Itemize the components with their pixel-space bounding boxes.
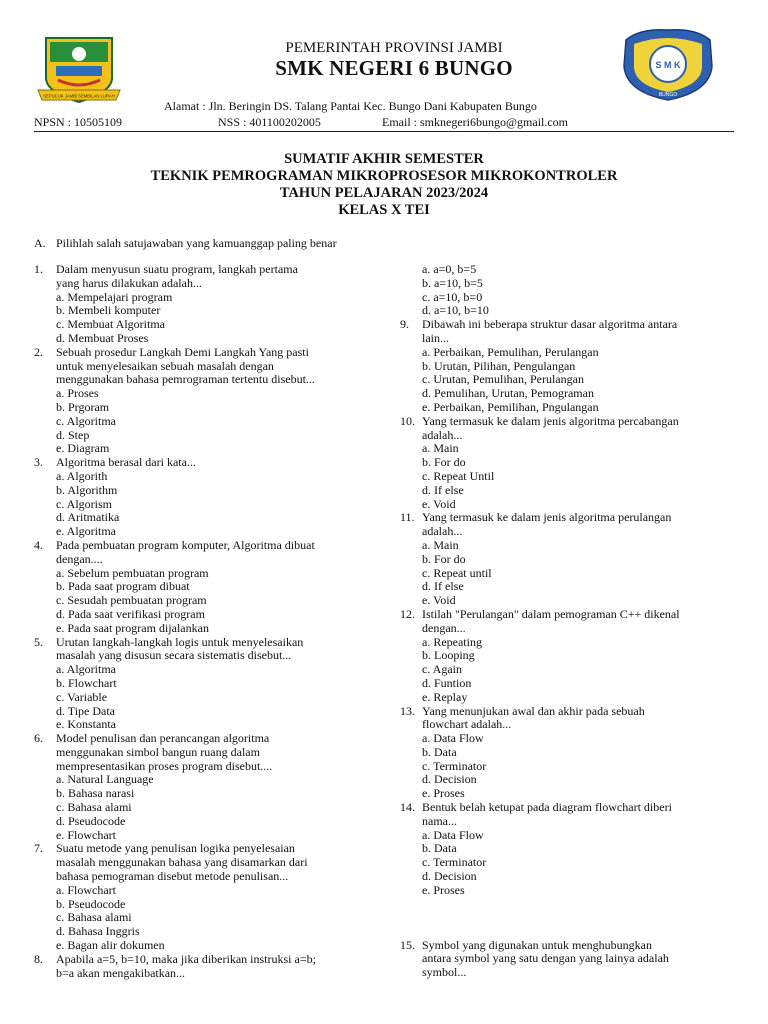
question-text-line [34, 967, 384, 981]
question-item [400, 939, 740, 980]
question-number: 14. [400, 800, 415, 815]
question-text: flowchart adalah... [422, 717, 512, 732]
answer-option: c. Repeat until [422, 565, 492, 580]
answer-option: e. Algoritma [56, 524, 116, 539]
class-label: KELAS X TEI [338, 202, 430, 218]
question-text: masalah menggunakan bahasa yang disamarkan dari [56, 855, 308, 870]
answer-option: d. a=10, b=10 [422, 303, 489, 318]
question-text-line [400, 511, 740, 525]
question-item [34, 539, 384, 636]
answer-option: a. Proses [56, 386, 99, 401]
question-text-line [400, 429, 740, 443]
instruction-text: Pilihlah salah satujawaban yang kamuanggap paling benar [56, 236, 337, 250]
answer-option: a. Natural Language [56, 772, 154, 787]
question-item [400, 511, 740, 608]
answer-option: b. a=10, b=5 [422, 275, 483, 290]
answer-option: c. Sesudah pembuatan program [56, 593, 207, 608]
blank-space [400, 898, 740, 939]
right-question-column [400, 263, 740, 980]
question-text: Yang menunjukan awal dan akhir pada sebuah [422, 703, 645, 718]
question-number: 5. [34, 634, 43, 649]
question-text: menggunakan bahasa pemrograman tertentu disebut... [56, 372, 315, 387]
subject-title: TEKNIK PEMROGRAMAN MIKROPROSESOR MIKROKONTROLER [150, 168, 618, 184]
answer-option: e. Replay [422, 689, 468, 704]
emblem-motto: SEPUCUK JAMBI SEMBILAN LURAH [43, 93, 115, 99]
question-number: 10. [400, 413, 415, 428]
answer-option: c. Algoritma [56, 413, 116, 428]
question-text-line [34, 746, 384, 760]
answer-option: c. Terminator [422, 855, 487, 870]
question-text-line [34, 360, 384, 374]
question-text-line [400, 415, 740, 429]
question-text: dengan... [422, 620, 466, 635]
answer-option: b. Looping [422, 648, 475, 663]
question-text: Yang termasuk ke dalam jenis algoritma perulangan [422, 510, 672, 525]
question-text-line [400, 705, 740, 719]
answer-option: b. Data [422, 841, 457, 856]
answer-option: b. Data [422, 744, 457, 759]
answer-option: d. Funtion [422, 675, 472, 690]
question-text-line [34, 953, 384, 967]
question-item [400, 263, 740, 318]
answer-option: b. Bahasa narasi [56, 786, 135, 801]
question-number: 13. [400, 703, 415, 718]
answer-option: d. If else [422, 579, 464, 594]
answer-option: a. Algorith [56, 468, 108, 483]
answer-option: c. Again [422, 662, 462, 677]
answer-option: c. Bahasa alami [56, 910, 132, 925]
question-text-line [34, 373, 384, 387]
answer-option: d. Decision [422, 869, 477, 884]
question-text: Yang termasuk ke dalam jenis algoritma percabangan [422, 413, 679, 428]
answer-option: b. For do [422, 551, 466, 566]
answer-option: e. Flowchart [56, 827, 116, 842]
answer-option: d. Pseudocode [56, 813, 126, 828]
answer-option: d. Step [56, 427, 90, 442]
answer-option: e. Void [422, 496, 456, 511]
question-number: 4. [34, 537, 43, 552]
answer-option: e. Proses [422, 882, 465, 897]
question-text: Urutan langkah-langkah logis untuk menyelesaikan [56, 634, 304, 649]
question-text: untuk menyelesaikan sebuah masalah dengan [56, 358, 274, 373]
question-text: Algoritma berasal dari kata... [56, 455, 196, 470]
answer-option: d. Tipe Data [56, 703, 116, 718]
answer-option: a. a=0, b=5 [422, 262, 477, 276]
question-text-line [34, 649, 384, 663]
question-text-line [34, 263, 384, 277]
question-item [400, 608, 740, 705]
question-text-line [34, 732, 384, 746]
question-text-line [400, 718, 740, 732]
question-text: Sebuah prosedur Langkah Demi Langkah Yang pasti [56, 344, 309, 359]
question-text-line [34, 636, 384, 650]
question-text: Suatu metode yang penulisan logika penyelesaian [56, 841, 295, 856]
question-text-line [400, 525, 740, 539]
instruction [34, 236, 337, 251]
answer-option: d. Membuat Proses [56, 330, 149, 345]
answer-option: c. a=10, b=0 [422, 289, 483, 304]
question-text: mempresentasikan proses program disebut.... [56, 758, 273, 773]
question-number: 3. [34, 455, 43, 470]
left-question-column [34, 263, 384, 980]
question-text: symbol... [422, 965, 467, 980]
answer-option: e. Bagan alir dokumen [56, 938, 165, 953]
answer-option: e. Diagram [56, 441, 110, 456]
question-text: adalah... [422, 427, 463, 442]
answer-option: c. Algorism [56, 496, 112, 511]
question-item [400, 318, 740, 415]
question-text-line [400, 608, 740, 622]
question-text-line [34, 842, 384, 856]
answer-option: a. Algoritma [56, 662, 116, 677]
question-text-line [400, 332, 740, 346]
answer-option: c. Membuat Algoritma [56, 317, 165, 332]
answer-option: a. Main [422, 441, 459, 456]
answer-option: a. Data Flow [422, 827, 484, 842]
question-text-line [34, 346, 384, 360]
answer-option: e. Proses [422, 786, 465, 801]
question-text-line [400, 966, 740, 980]
header-divider [34, 131, 734, 132]
question-text-line [400, 815, 740, 829]
answer-option: d. Aritmatika [56, 510, 120, 525]
question-text-line [34, 856, 384, 870]
answer-option: c. Bahasa alami [56, 800, 132, 815]
question-text-line [400, 939, 740, 953]
school-address: Alamat : Jln. Beringin DS. Talang Pantai Kec. Bungo Dani Kabupaten Bungo [164, 99, 537, 113]
question-text: masalah yang disusun secara sistematis disebut... [56, 648, 292, 663]
question-text-line [34, 870, 384, 884]
answer-option: d. Pada saat verifikasi program [56, 606, 205, 621]
answer-option: a. Mempelajari program [56, 289, 173, 304]
question-text-line [34, 760, 384, 774]
question-item [400, 705, 740, 802]
question-text-line [400, 318, 740, 332]
answer-option: b. Flowchart [56, 675, 117, 690]
question-item [34, 953, 384, 981]
answer-option: a. Repeating [422, 634, 482, 649]
answer-option: c. Urutan, Pemulihan, Perulangan [422, 372, 584, 387]
question-text: Dalam menyusun suatu program, langkah pertama [56, 262, 298, 276]
answer-option: b. Urutan, Pilihan, Pengulangan [422, 358, 576, 373]
question-number: 12. [400, 606, 415, 621]
answer-option: e. Konstanta [56, 717, 116, 732]
answer-option: d. If else [422, 482, 464, 497]
question-number: 9. [400, 317, 409, 332]
answer-option: d. Pemulihan, Urutan, Pemograman [422, 386, 594, 401]
question-text: nama... [422, 813, 457, 828]
question-text: adalah... [422, 524, 463, 539]
question-text-line [34, 553, 384, 567]
question-number: 15. [400, 937, 415, 952]
question-text-line [34, 539, 384, 553]
question-text: dengan.... [56, 551, 103, 566]
question-text: Apabila a=5, b=10, maka jika diberikan instruksi a=b; [56, 951, 316, 966]
answer-option: e. Perbaikan, Pemilihan, Pngulangan [422, 399, 599, 414]
answer-option: a. Main [422, 537, 459, 552]
answer-option: c. Terminator [422, 758, 487, 773]
question-number: 1. [34, 262, 43, 276]
question-number: 6. [34, 731, 43, 746]
question-text: b=a akan mengakibatkan... [56, 965, 186, 980]
question-text: Model penulisan dan perancangan algoritma [56, 731, 270, 746]
school-name: SMK NEGERI 6 BUNGO [275, 56, 513, 80]
question-number: 7. [34, 841, 43, 856]
answer-option: e. Pada saat program dijalankan [56, 620, 209, 635]
question-text-line [34, 456, 384, 470]
nss: NSS : 401100202005 [218, 115, 321, 129]
npsn: NPSN : 10505109 [34, 115, 123, 129]
question-text: lain... [422, 330, 449, 345]
logo-subtext: BUNGO [658, 92, 678, 98]
question-item [34, 263, 384, 346]
question-item [34, 456, 384, 539]
answer-option: a. Data Flow [422, 731, 484, 746]
question-text-line [400, 952, 740, 966]
answer-option: b. For do [422, 455, 466, 470]
question-text: antara symbol yang satu dengan yang lainya adalah [422, 951, 669, 966]
school-email: Email : smknegeri6bungo@gmail.com [382, 115, 569, 129]
question-text-line [400, 622, 740, 636]
answer-option: d. Bahasa Inggris [56, 924, 140, 939]
question-number: 8. [34, 951, 43, 966]
question-text: Bentuk belah ketupat pada diagram flowchart diberi [422, 800, 672, 815]
question-text: Dibawah ini beberapa struktur dasar algoritma antara [422, 317, 678, 332]
answer-option: b. Prgoram [56, 399, 110, 414]
answer-option: d. Decision [422, 772, 477, 787]
question-number: 2. [34, 344, 43, 359]
answer-option: a. Flowchart [56, 882, 116, 897]
answer-option: a. Perbaikan, Pemulihan, Perulangan [422, 344, 599, 359]
answer-option: b. Pada saat program dibuat [56, 579, 190, 594]
question-number: 11. [400, 510, 415, 525]
logo-text: S M K [655, 60, 681, 70]
question-text: Symbol yang digunakan untuk menghubungkan [422, 937, 652, 952]
question-text: yang harus dilakukan adalah... [56, 275, 202, 290]
government-name: PEMERINTAH PROVINSI JAMBI [285, 40, 503, 56]
question-text-line [34, 277, 384, 291]
answer-option: b. Membeli komputer [56, 303, 161, 318]
answer-option: c. Variable [56, 689, 108, 704]
question-item [400, 801, 740, 898]
instruction-label: A. [34, 236, 46, 250]
answer-option: e. Void [422, 593, 456, 608]
question-item [400, 415, 740, 512]
question-text: bahasa pemograman disebut metode penulisan... [56, 869, 289, 884]
question-text: Istilah "Perulangan" dalam pemograman C++ dikenal [422, 606, 680, 621]
answer-option: a. Sebelum pembuatan program [56, 565, 209, 580]
question-text: menggunakan simbol bangun ruang dalam [56, 744, 260, 759]
question-item [34, 732, 384, 842]
answer-option: c. Repeat Until [422, 468, 495, 483]
exam-title: SUMATIF AKHIR SEMESTER [284, 151, 484, 167]
academic-year: TAHUN PELAJARAN 2023/2024 [279, 185, 489, 201]
question-text: Pada pembuatan program komputer, Algoritma dibuat [56, 537, 315, 552]
answer-option: b. Pseudocode [56, 896, 126, 911]
question-item [34, 346, 384, 456]
answer-option: b. Algorithm [56, 482, 118, 497]
question-text-line [400, 801, 740, 815]
question-item [34, 842, 384, 952]
question-item [34, 636, 384, 733]
